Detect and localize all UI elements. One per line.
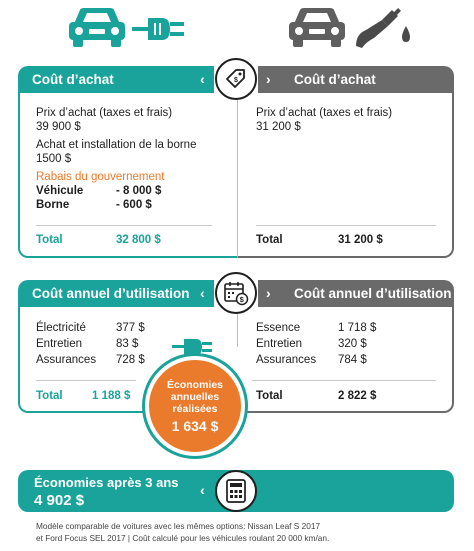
annual-header-gas-label: Coût annuel d’utilisation [294,286,452,301]
rebate-title: Rabais du gouvernement [36,171,165,183]
electric-price-value: 39 900 $ [36,121,81,133]
gas-purchase-total-label: Total [256,234,283,246]
savings-value: 1 634 $ [171,417,219,434]
electric-install-value: 1500 $ [36,153,72,165]
electric-install-label: Achat et installation de la borne [36,139,197,151]
chevron-right-icon: › [266,285,271,301]
gas-row-value: 320 $ [338,338,367,350]
savings-line1: Économies [166,378,224,391]
electric-purchase-total-value: 32 800 $ [116,234,161,246]
calendar-badge [215,272,257,314]
annual-header-gas [258,280,454,307]
gas-price-label: Prix d’achat (taxes et frais) [256,107,393,119]
price-tag-icon [224,67,248,91]
gas-price-value: 31 200 $ [256,121,301,133]
three-year-savings-value: 4 902 $ [34,492,85,509]
electric-row-value: 728 $ [116,354,145,366]
footnote-line1: Modèle comparable de voitures avec les mêmes options: Nissan Leaf S 2017 [36,521,321,531]
electric-row-value: 377 $ [116,322,145,334]
rebate-station-label: Borne [36,199,70,211]
savings-line2: annuelles [170,390,220,403]
price-tag-badge [215,58,257,100]
svg-text:$: $ [234,77,238,84]
gas-row-value: 784 $ [338,354,367,366]
svg-text:$: $ [239,295,244,304]
annual-header-electric-label: Coût annuel d’utilisation [32,286,190,301]
fuel-pump-icon [352,6,414,50]
chevron-left-icon: ‹ [200,71,205,87]
rebate-vehicle-value: - 8 000 $ [116,185,162,197]
purchase-header-gas [258,66,454,93]
gas-row-value: 1 718 $ [338,322,377,334]
electric-annual-total-label: Total [36,390,63,402]
purchase-header-electric-label: Coût d’achat [32,72,114,87]
gas-annual-total-label: Total [256,390,283,402]
electric-row-label: Assurances [36,354,97,366]
electric-price-label: Prix d’achat (taxes et frais) [36,107,173,119]
purchase-header-gas-label: Coût d’achat [294,72,376,87]
calculator-badge [215,470,257,512]
three-year-savings-label: Économies après 3 ans [34,475,179,490]
electric-annual-separator [36,380,136,381]
purchase-divider [237,93,238,258]
chevron-left-icon: ‹ [200,285,205,301]
purchase-header-electric [18,66,214,93]
electric-purchase-total-label: Total [36,234,63,246]
electric-annual-total-value: 1 188 $ [92,390,131,402]
electric-car-icon [66,6,128,50]
calendar-dollar-icon [223,280,249,306]
annual-savings-bubble [145,356,245,456]
electric-row-value: 83 $ [116,338,139,350]
gas-row-label: Entretien [256,338,303,350]
electric-row-label: Entretien [36,338,83,350]
rebate-station-value: - 600 $ [116,199,152,211]
chevron-left-icon: ‹ [200,482,205,498]
calculator-icon [225,479,247,503]
gas-car-icon [286,6,348,50]
gas-purchase-total-value: 31 200 $ [338,234,383,246]
footnote-line2: et Ford Focus SEL 2017 | Coût calculé pour les véhicules roulant 20 000 km/an. [36,533,330,543]
electric-total-separator [36,225,212,226]
gas-total-separator [256,225,436,226]
plug-icon [132,14,188,44]
gas-annual-separator [252,380,436,381]
annual-header-electric [18,280,214,307]
savings-line3: réalisées [172,402,218,415]
chevron-right-icon: › [266,71,271,87]
rebate-vehicle-label: Véhicule [36,185,84,197]
electric-row-label: Électricité [36,322,86,334]
gas-row-label: Assurances [256,354,317,366]
gas-row-label: Essence [256,322,301,334]
gas-annual-total-value: 2 822 $ [338,390,377,402]
